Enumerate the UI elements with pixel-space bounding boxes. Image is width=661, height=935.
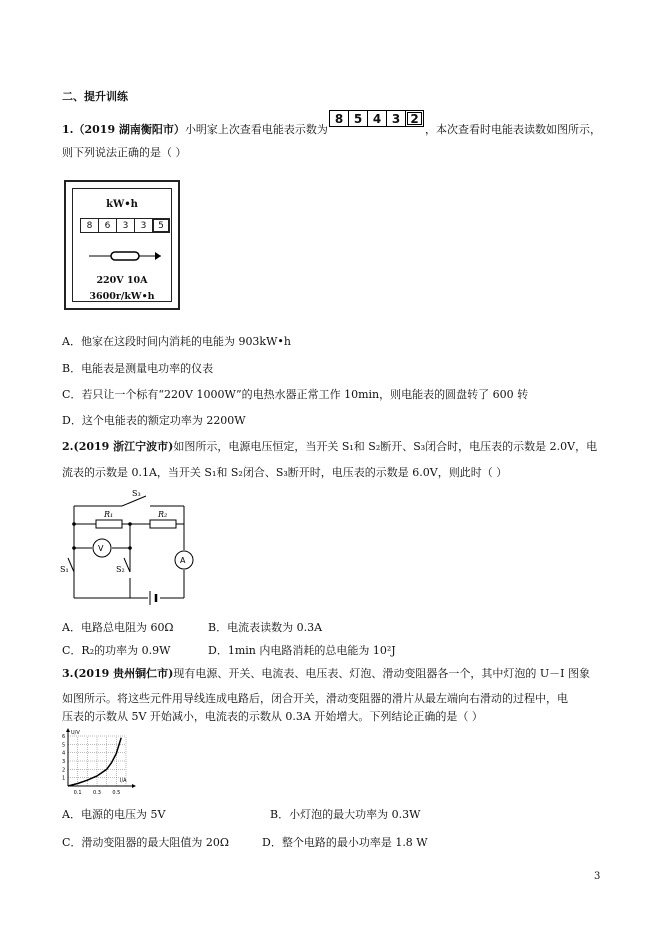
y-tick-label: 1 (62, 775, 66, 782)
digit: 3 (134, 218, 152, 233)
option-d: D．这个电能表的额定功率为 2200W (62, 414, 246, 427)
question-text: 小明家上次查看电能表示数为 (184, 123, 328, 136)
meter-rating: 220V 10A (96, 275, 148, 286)
question-source: （2019 湖南衡阳市） (73, 123, 185, 136)
label-s2: S₂ (116, 565, 125, 574)
digit: 5 (348, 110, 367, 127)
circuit-diagram (60, 488, 200, 606)
section-title: 二、提升训练 (62, 90, 128, 103)
option-c: C．若只让一个标有“220V 1000W”的电热水器正常工作 10min，则电能表的圆盘转了 600 转 (62, 388, 529, 401)
option-c: C．滑动变阻器的最大阻值为 20Ω (62, 836, 230, 849)
y-tick-label: 6 (62, 734, 66, 740)
meter-unit: kW•h (106, 199, 138, 210)
question-3-line-3: 压表的示数从 5V 开始减小，电流表的示数从 0.3A 开始增大。下列结论正确的是（ ） (62, 710, 483, 723)
x-tick-label: 0.1 (73, 790, 82, 796)
previous-meter-reading (329, 110, 424, 127)
y-axis-arrow-icon (66, 728, 70, 732)
question-text: 现有电源、开关、电流表、电压表、灯泡、滑动变阻器各一个，其中灯泡的 U－I 图象 (173, 667, 590, 680)
option-d: D．1min 内电路消耗的总电能为 10²J (208, 644, 396, 657)
label-s1: S₁ (60, 565, 69, 574)
option-b: B．小灯泡的最大功率为 0.3W (270, 808, 421, 821)
meter-disc-window-icon (89, 249, 161, 263)
x-tick-label: 0.3 (93, 790, 101, 796)
option-d: D．整个电路的最小功率是 1.8 W (262, 836, 428, 849)
digit: 4 (367, 110, 386, 127)
y-tick-label: 3 (62, 759, 66, 765)
question-number: 3. (62, 667, 74, 680)
u-i-chart (56, 728, 136, 798)
digit: 3 (116, 218, 134, 233)
question-text: ，本次查看时电能表读数如图所示， (425, 123, 601, 136)
voltmeter-label: V (98, 544, 104, 553)
x-tick-label: 0.5 (112, 790, 121, 796)
decimal-digit: 5 (152, 218, 170, 233)
digit: 8 (80, 218, 98, 233)
question-source: (2019 浙江宁波市) (73, 440, 174, 453)
option-b: B．电流表读数为 0.3A (208, 621, 323, 634)
question-1-line-1 (62, 123, 328, 137)
digit: 3 (386, 110, 405, 127)
question-1-line-2: 则下列说法正确的是（ ） (62, 146, 187, 159)
label-r1: R₁ (104, 510, 114, 519)
x-axis-arrow-icon (132, 784, 136, 788)
option-a: A．他家在这段时间内消耗的电能为 903kW•h (62, 335, 291, 348)
y-tick-label: 4 (62, 750, 66, 757)
question-number: 2. (62, 440, 74, 453)
question-3-line-1 (62, 667, 590, 681)
question-source: (2019 贵州铜仁市) (73, 667, 174, 680)
question-number: 1. (62, 123, 74, 136)
digit: 8 (329, 110, 348, 127)
ammeter-label: A (180, 556, 186, 565)
chart-grid (68, 736, 126, 786)
x-axis-label: I/A (120, 778, 127, 784)
decimal-digit: 2 (405, 110, 424, 127)
option-a: A．电源的电压为 5V (62, 808, 166, 821)
option-b: B．电能表是测量电功率的仪表 (62, 362, 214, 375)
question-2-line-1 (62, 440, 597, 454)
question-2-line-2: 流表的示数是 0.1A，当开关 S₁和 S₂闭合、S₃断开时，电压表的示数是 6.0V，则此时（ ） (62, 466, 508, 479)
series-line (68, 738, 121, 786)
option-c: C．R₂的功率为 0.9W (62, 644, 171, 657)
page-number: 3 (594, 871, 601, 882)
question-3-line-2: 如图所示。将这些元件用导线连成电路后，闭合开关，滑动变阻器的滑片从最左端向右滑动的过程中，电 (62, 692, 568, 705)
label-s3: S₃ (132, 489, 141, 498)
option-a: A．电路总电阻为 60Ω (62, 621, 174, 634)
label-r2: R₂ (158, 510, 168, 519)
y-tick-label: 5 (62, 742, 66, 749)
y-tick-label: 2 (62, 767, 66, 774)
y-axis-label: U/V (71, 730, 80, 736)
meter-revolutions: 3600r/kW•h (89, 291, 155, 302)
meter-reading (80, 218, 170, 233)
question-text: 如图所示，电源电压恒定，当开关 S₁和 S₂断开、S₃闭合时，电压表的示数是 2.0V，电 (173, 440, 598, 453)
digit: 6 (98, 218, 116, 233)
electric-meter-figure (64, 180, 180, 310)
